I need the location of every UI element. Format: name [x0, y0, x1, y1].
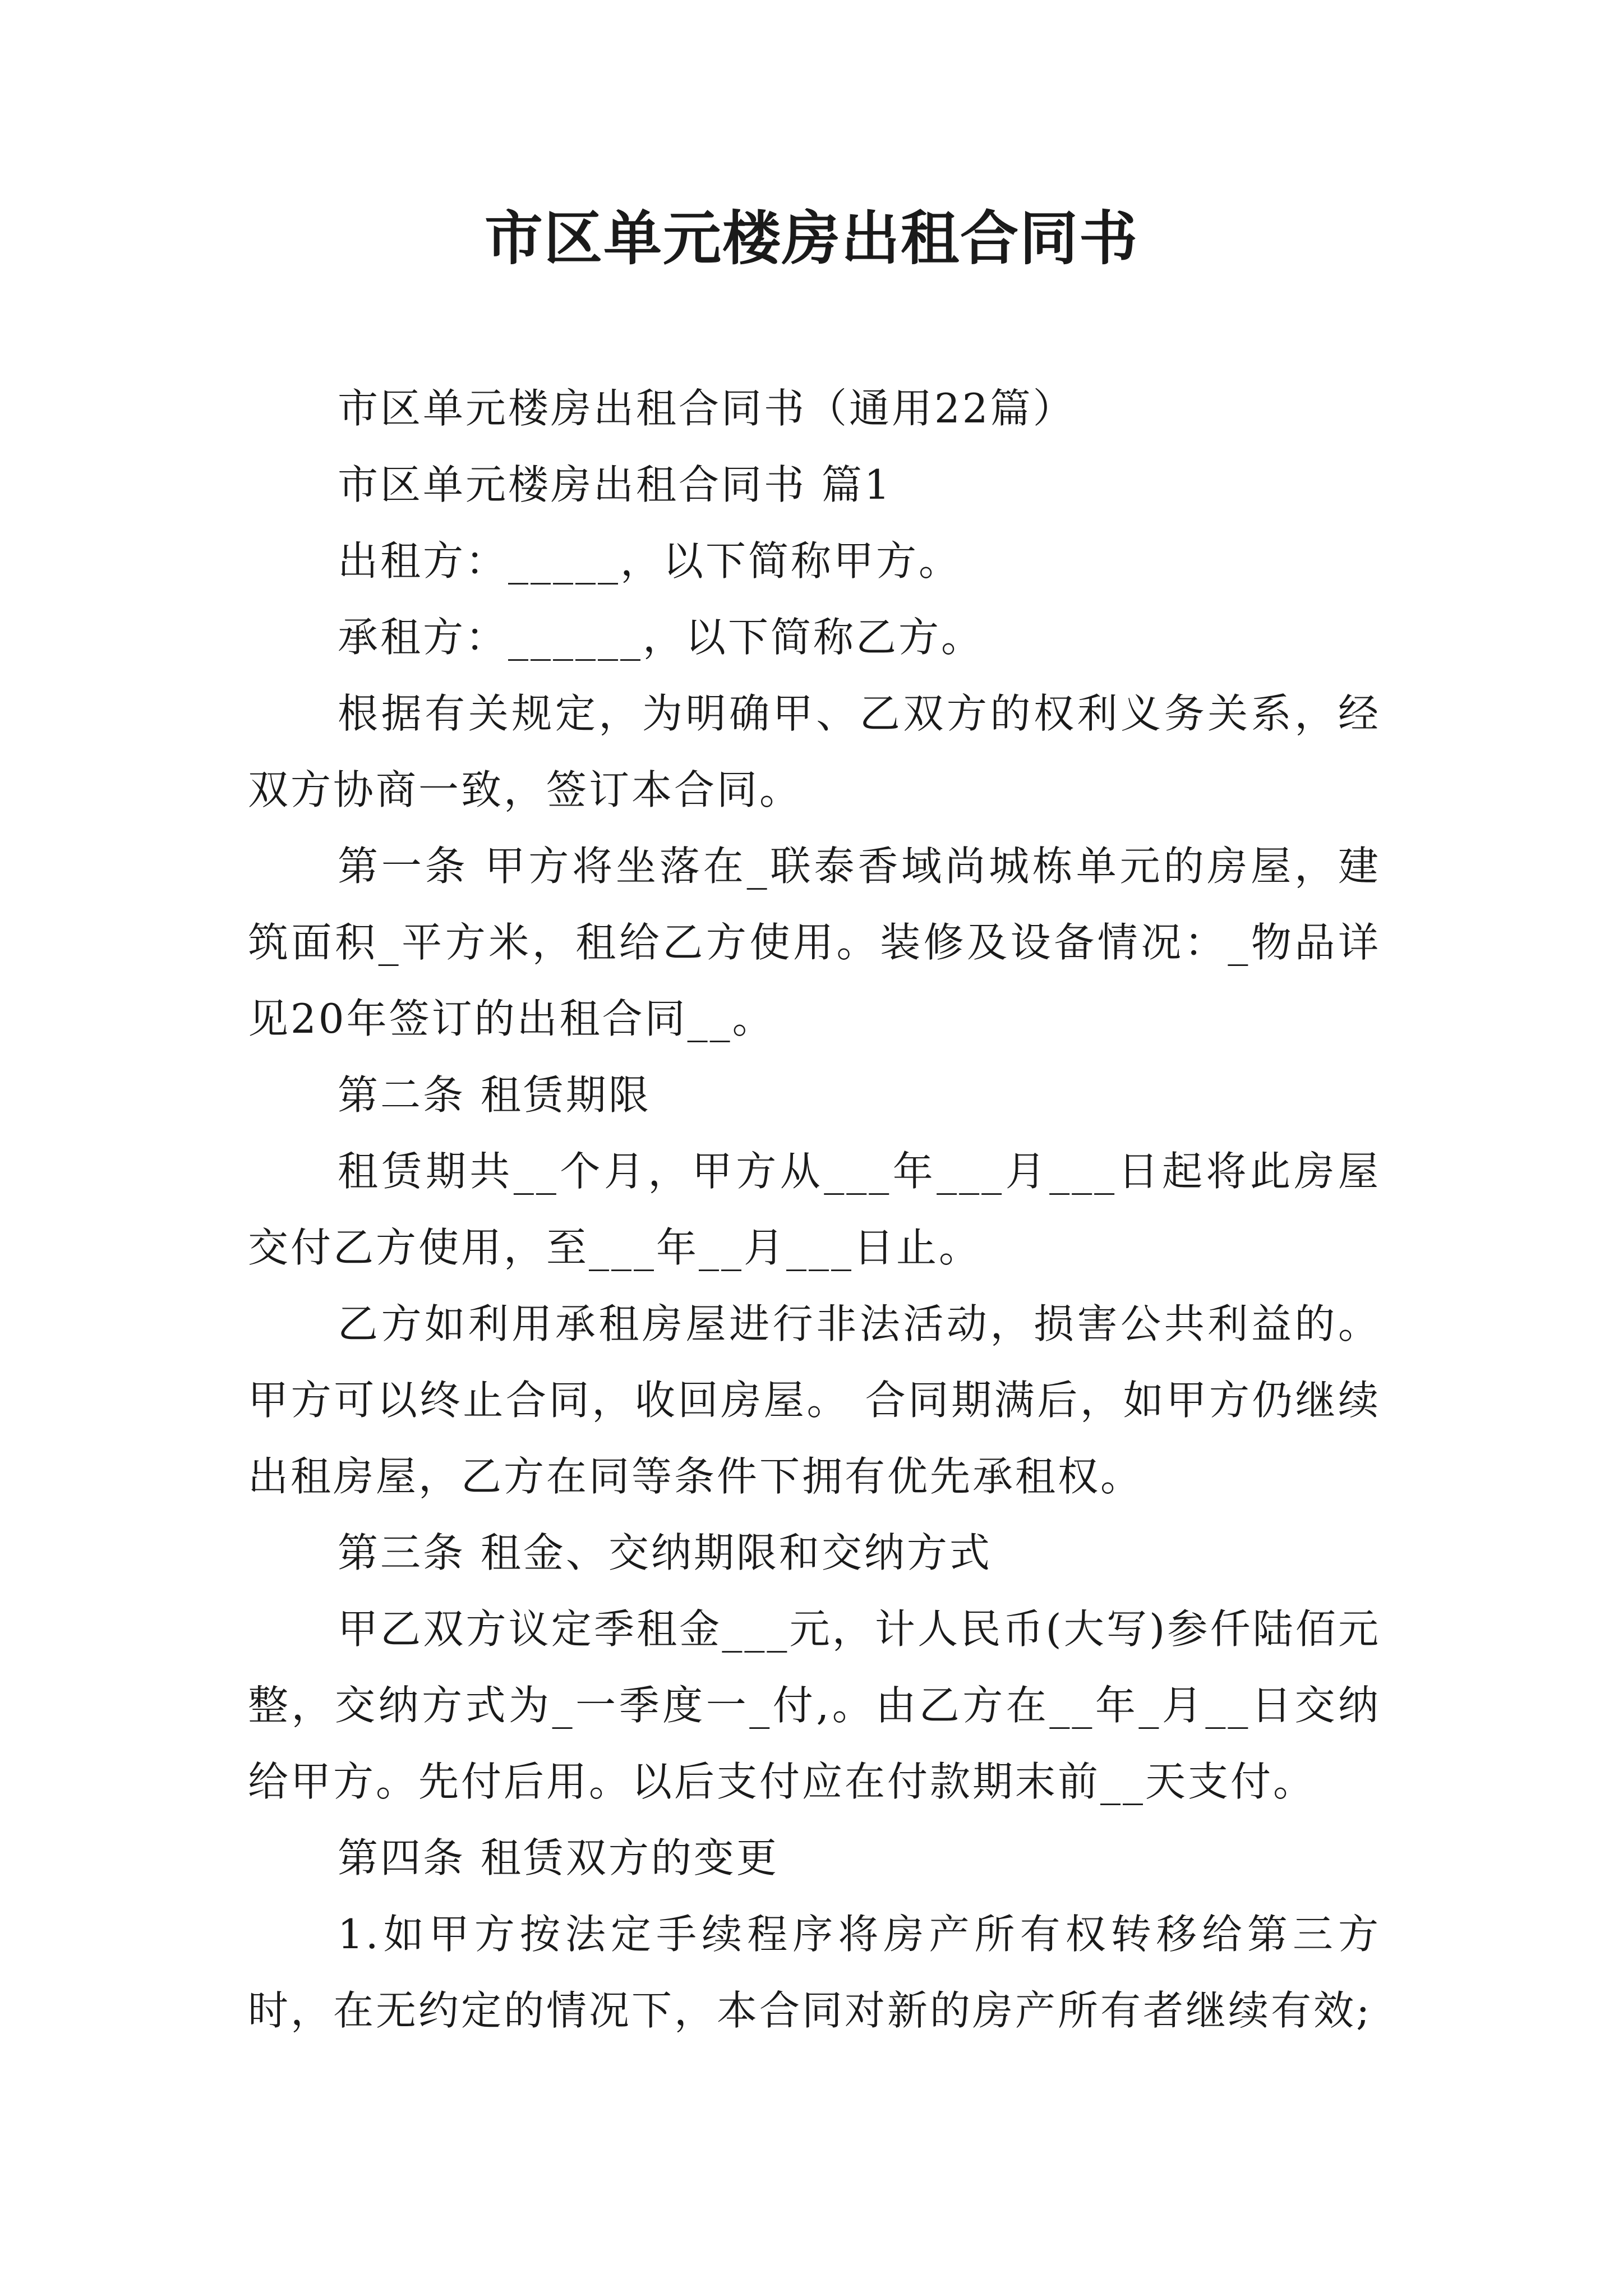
paragraph-rent: 甲乙双方议定季租金___元，计人民币(大写)参仟陆佰元整，交纳方式为_一季度一_付,。由乙方在__年_月__日交纳给甲方。先付后用。以后支付应在付款期末前__天支付。 [248, 1605, 1381, 1805]
paragraph-clause-1: 1.如甲方按法定手续程序将房产所有权转移给第三方时，在无约定的情况下，本合同对新的房产所有者继续有效; [248, 1911, 1381, 2034]
paragraph-termination: 乙方如利用承租房屋进行非法活动，损害公共利益的。甲方可以终止合同，收回房屋。 合同期满后，如甲方仍继续出租房屋，乙方在同等条件下拥有优先承租权。 [248, 1300, 1381, 1500]
paragraph-preamble: 根据有关规定，为明确甲、乙双方的权利义务关系，经双方协商一致，签订本合同。 [248, 690, 1381, 813]
paragraph-article-4-heading: 第四条 租赁双方的变更 [338, 1834, 779, 1881]
paragraph-part-heading: 市区单元楼房出租合同书 篇1 [338, 461, 892, 508]
paragraph-article-3-heading: 第三条 租金、交纳期限和交纳方式 [338, 1529, 992, 1576]
paragraph-subtitle: 市区单元楼房出租合同书（通用22篇） [338, 385, 1076, 432]
document-body [248, 370, 1381, 2049]
paragraph-lessee: 承租方：______，以下简称乙方。 [338, 614, 984, 661]
document-title: 市区单元楼房出租合同书 [484, 204, 1138, 273]
paragraph-article-1: 第一条 甲方将坐落在_联泰香域尚城栋单元的房屋，建筑面积_平方米，租给乙方使用。装修及设备情况：_物品详见20年签订的出租合同__。 [248, 843, 1381, 1042]
paragraph-article-2-heading: 第二条 租赁期限 [338, 1071, 651, 1119]
paragraph-lessor: 出租方：_____，以下简称甲方。 [338, 537, 962, 585]
paragraph-lease-term: 租赁期共__个月，甲方从___年___月___日起将此房屋交付乙方使用，至___年__月___日止。 [248, 1148, 1381, 1271]
